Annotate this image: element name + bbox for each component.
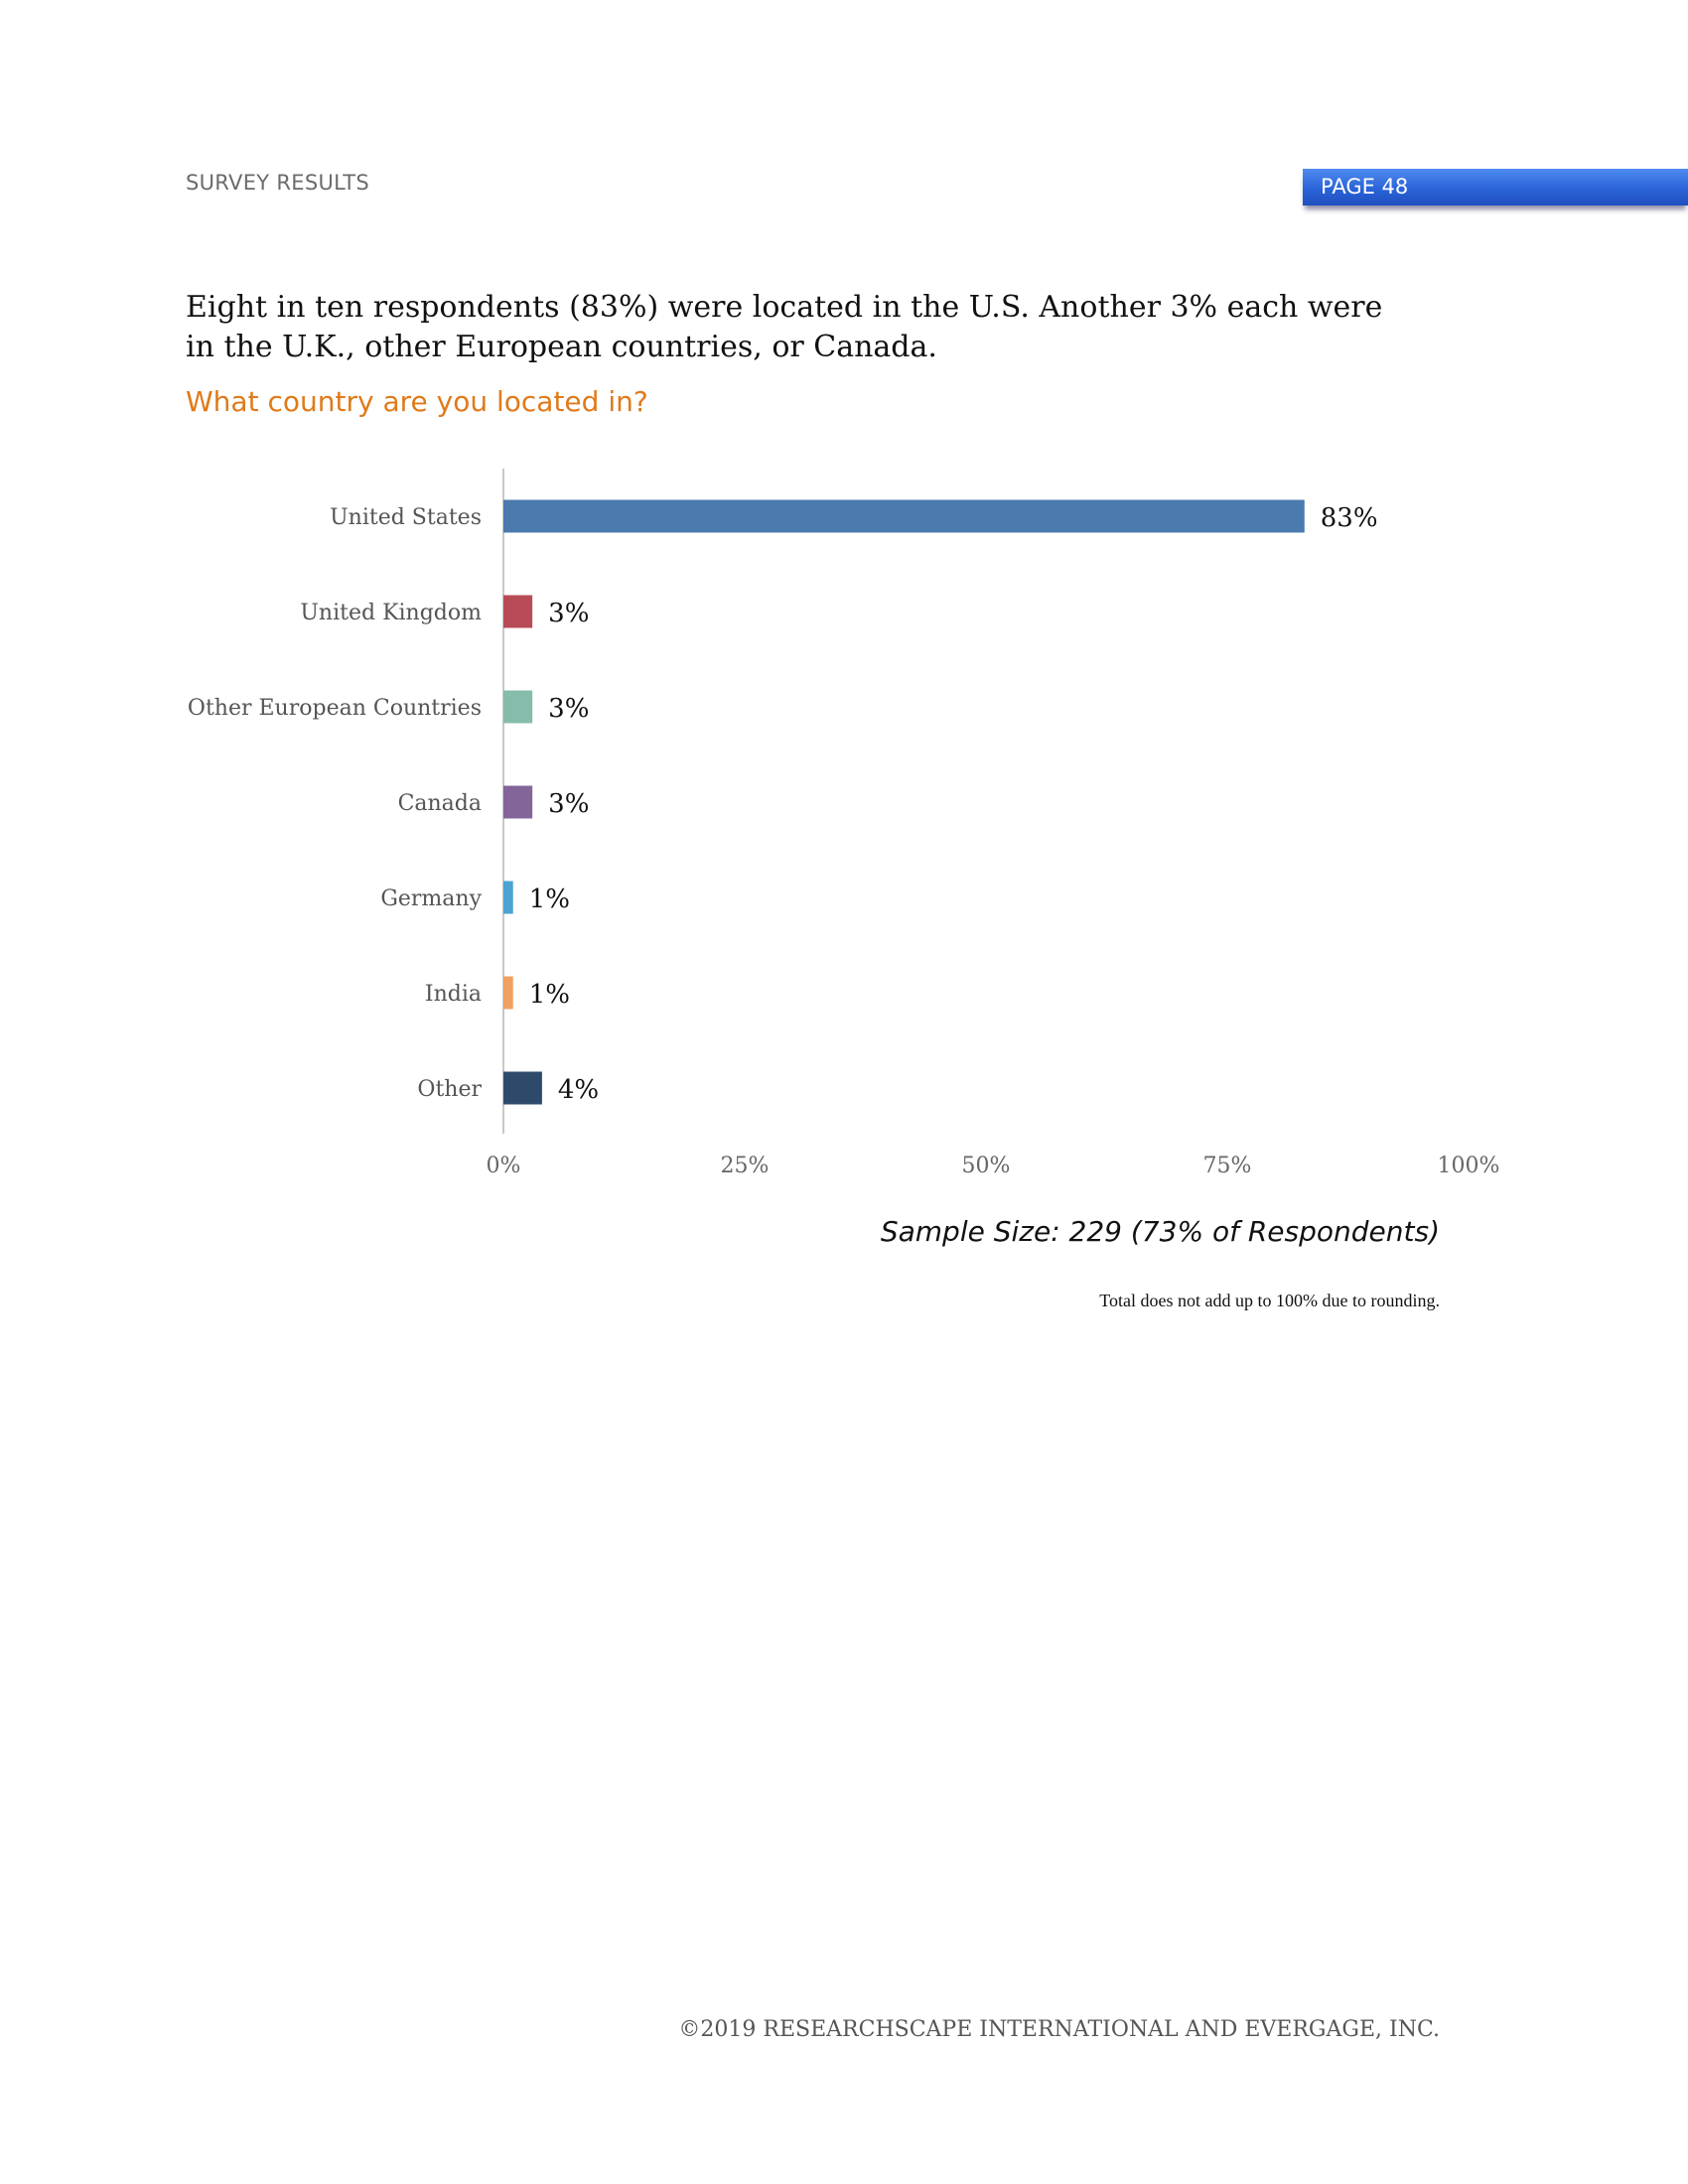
category-label: Other European Countries	[187, 696, 482, 721]
bar	[503, 882, 513, 914]
headline: Eight in ten respondents (83%) were located in the U.S. Another 3% each were in the U.K., other European countries, or Canada.	[186, 290, 1383, 364]
x-tick-label: 75%	[1202, 1154, 1252, 1178]
category-label: United States	[330, 505, 482, 530]
bar	[503, 786, 532, 819]
category-label: Germany	[380, 887, 482, 911]
x-tick-label: 0%	[486, 1154, 521, 1178]
bar	[503, 596, 532, 628]
section-title: SURVEY RESULTS	[186, 171, 370, 195]
category-label: United Kingdom	[300, 601, 482, 625]
value-label: 83%	[1320, 503, 1378, 533]
x-tick-label: 25%	[720, 1154, 770, 1178]
x-tick-label: 100%	[1437, 1154, 1500, 1178]
survey-question: What country are you located in?	[186, 385, 648, 418]
value-label: 3%	[548, 694, 590, 724]
value-label: 1%	[528, 980, 570, 1010]
category-label: Canada	[397, 791, 482, 816]
bar	[503, 1072, 542, 1105]
x-tick-label: 50%	[961, 1154, 1011, 1178]
copyright: ©2019 RESEARCHSCAPE INTERNATIONAL AND EVERGAGE, INC.	[678, 2017, 1440, 2042]
page-number-tab: PAGE 48	[1303, 169, 1688, 205]
value-label: 3%	[548, 599, 590, 628]
sample-size: Sample Size: 229 (73% of Respondents)	[880, 1215, 1440, 1248]
bar	[503, 977, 513, 1010]
category-label: India	[424, 982, 482, 1007]
value-label: 3%	[548, 789, 590, 819]
bar	[503, 691, 532, 724]
footnote: Total does not add up to 100% due to rounding.	[1099, 1291, 1440, 1310]
bar	[503, 500, 1305, 533]
category-label: Other	[417, 1077, 482, 1102]
value-label: 1%	[528, 885, 570, 914]
value-label: 4%	[557, 1075, 600, 1105]
